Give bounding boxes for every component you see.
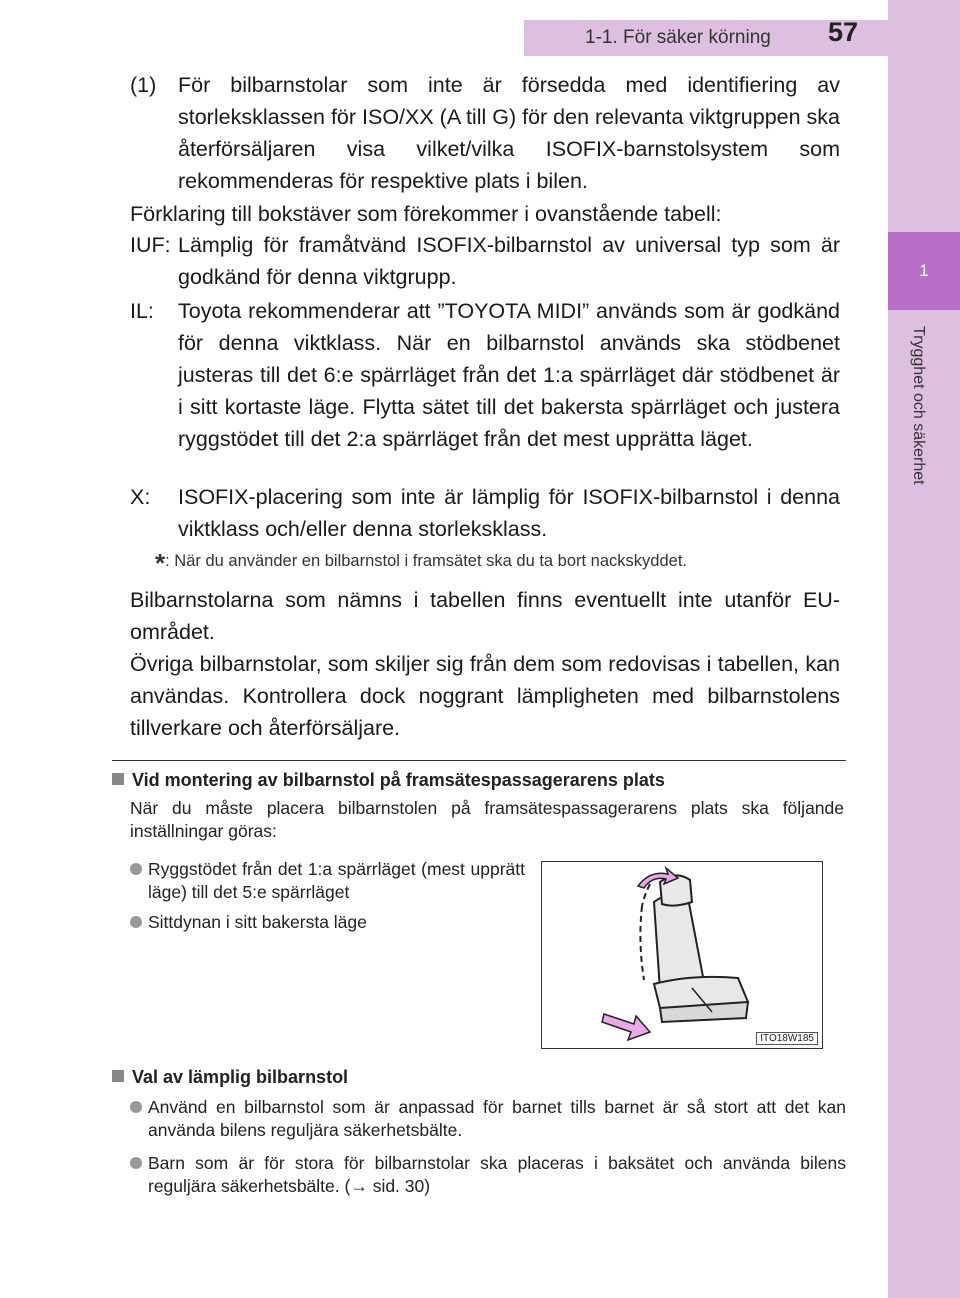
chapter-title: Trygghet och säkerhet xyxy=(910,326,927,485)
x-label: X: xyxy=(130,485,151,509)
chapter-number: 1 xyxy=(919,261,929,280)
sidebar xyxy=(888,0,960,1298)
list-item xyxy=(130,1096,846,1142)
x-text: ISOFIX-placering som inte är lämplig för ISOFIX-bilbarnstol i denna viktklass och/eller denna storleksklass. xyxy=(178,485,840,541)
heading-select-seat xyxy=(112,1067,348,1088)
footnote xyxy=(155,548,687,579)
circle-bullet-icon xyxy=(130,863,142,875)
heading-front-seat xyxy=(112,770,665,791)
legend-iuf xyxy=(130,229,840,293)
page-number: 57 xyxy=(828,17,859,47)
legend-il xyxy=(130,295,840,455)
il-text: Toyota rekommenderar att ”TOYOTA MIDI” används som är godkänd för denna viktklass. När en bilbarnstol används ska stödbenet justeras till det 6:e spärrläget från det 1:a spärrläget där stödbenet är i sitt kortaste läge. Flytta sätet till det bakersta spärrläget och justera ryggstödet till det 2:a spärrläget från det mest upprätta läget. xyxy=(178,299,840,451)
figure-id: ITO18W185 xyxy=(756,1032,818,1045)
section-title: 1-1. För säker körning xyxy=(585,27,771,48)
front-seat-intro: När du måste placera bilbarnstolen på framsätespassagerarens plats ska följande inställningar göras: xyxy=(130,798,844,841)
legend-x xyxy=(130,481,840,545)
iuf-text: Lämplig för framåtvänd ISOFIX-bilbarnstol av universal typ som är godkänd för denna viktgrupp. xyxy=(178,233,840,289)
circle-bullet-icon xyxy=(130,1101,142,1113)
footnote-text: : När du använder en bilbarnstol i framsätet ska du ta bort nackskyddet. xyxy=(165,552,687,570)
circle-bullet-icon xyxy=(130,1157,142,1169)
para-eu: Bilbarnstolarna som nämns i tabellen finns eventuellt inte utanför EU-området. xyxy=(130,588,840,644)
list-item xyxy=(130,858,525,904)
item-1-label: (1) xyxy=(130,73,157,97)
chapter-tab[interactable] xyxy=(888,232,960,310)
heading-select-seat-text: Val av lämplig bilbarnstol xyxy=(132,1067,349,1087)
item-1 xyxy=(130,69,840,197)
list-item-text: Sittdynan i sitt bakersta läge xyxy=(148,912,367,932)
iuf-label: IUF: xyxy=(130,233,171,257)
list-item-text: Ryggstödet från det 1:a spärrläget (mest upprätt läge) till det 5:e spärrläget xyxy=(148,859,525,902)
footnote-mark: * xyxy=(155,548,166,578)
seat-figure xyxy=(541,861,823,1049)
list-item-text: Barn som är för stora för bilbarnstolar ska placeras i baksätet och använda bilens reguljära säkerhetsbälte. (→ sid. 30) xyxy=(148,1153,846,1196)
square-bullet-icon xyxy=(112,1070,124,1082)
heading-front-seat-text: Vid montering av bilbarnstol på framsätespassagerarens plats xyxy=(132,770,665,790)
para-other: Övriga bilbarnstolar, som skiljer sig från dem som redovisas i tabellen, kan användas. Kontrollera dock noggrant lämpligheten med bilbarnstolens tillverkare och återförsäljare. xyxy=(130,652,840,740)
square-bullet-icon xyxy=(112,773,124,785)
item-1-text: För bilbarnstolar som inte är försedda med identifiering av storleksklassen för ISO/XX (A till G) för den relevanta viktgruppen ska återförsäljaren visa vilket/vilka ISOFIX-barnstolsystem som rekommenderas för respektive plats i bilen. xyxy=(178,73,841,193)
il-label: IL: xyxy=(130,299,154,323)
circle-bullet-icon xyxy=(130,916,142,928)
list-item xyxy=(130,1152,846,1198)
legend-intro: Förklaring till bokstäver som förekommer i ovanstående tabell: xyxy=(130,202,722,226)
list-item-text: Använd en bilbarnstol som är anpassad för barnet tills barnet är så stort att det kan använda bilens reguljära säkerhetsbälte. xyxy=(148,1097,846,1140)
slide-arrow-icon xyxy=(602,1014,650,1040)
car-seat-illustration xyxy=(542,862,822,1048)
list-item xyxy=(130,911,525,934)
divider xyxy=(112,760,846,761)
